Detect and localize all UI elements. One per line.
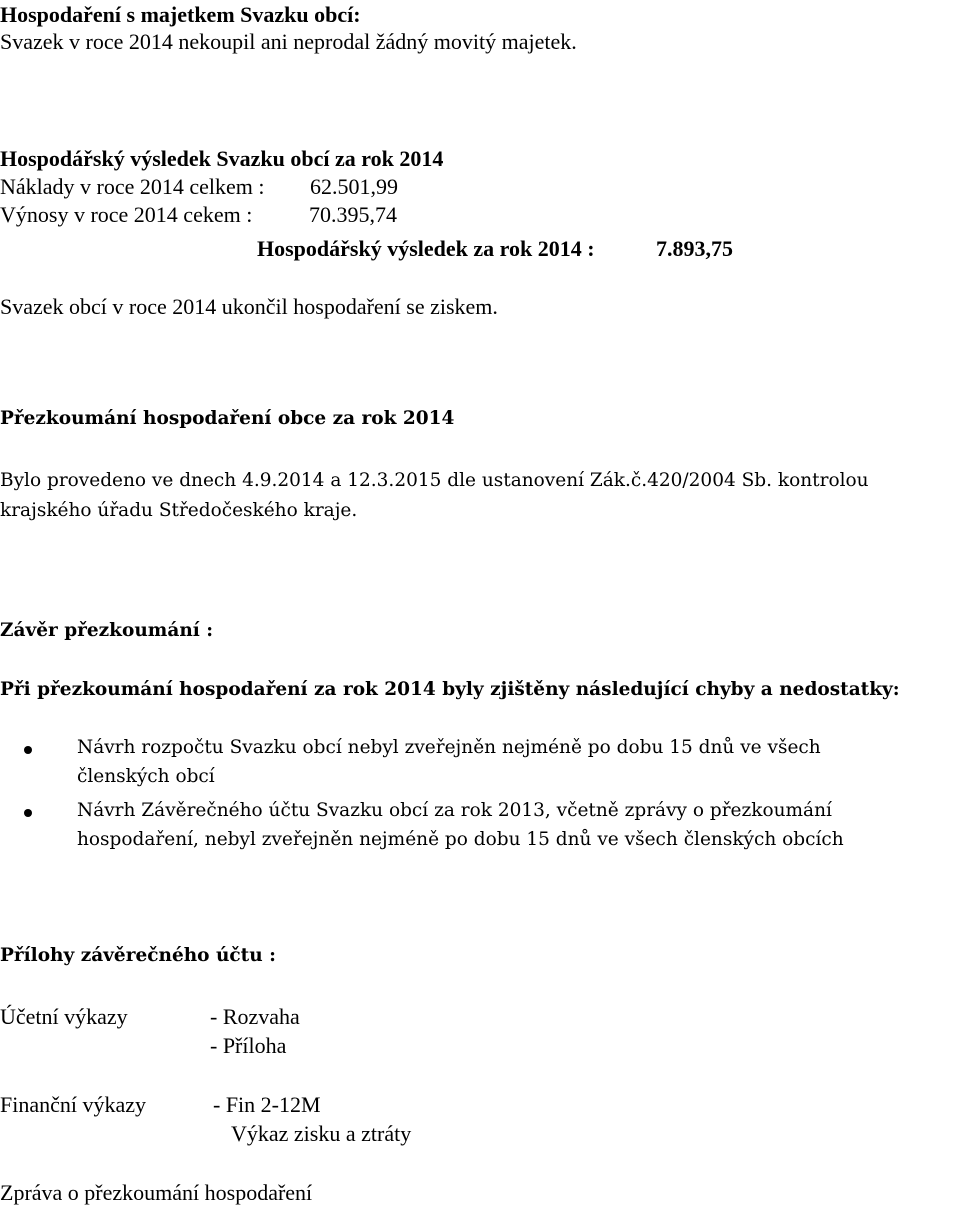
result-heading: Hospodářský výsledek Svazku obcí za rok 2014 bbox=[0, 146, 444, 171]
accounting-label: Účetní výkazy bbox=[0, 1004, 128, 1029]
assets-text: Svazek v roce 2014 nekoupil ani neprodal žádný movitý majetek. bbox=[0, 29, 577, 54]
financial-label: Finanční výkazy bbox=[0, 1092, 147, 1117]
review-line-2: krajského úřadu Středočeského kraje. bbox=[0, 500, 358, 521]
attachments-heading: Přílohy závěrečného účtu : bbox=[0, 945, 276, 966]
result-label: Hospodářský výsledek za rok 2014 : bbox=[257, 236, 595, 261]
bullet-icon bbox=[24, 746, 32, 754]
costs-label: Náklady v roce 2014 celkem : bbox=[0, 174, 265, 199]
financial-item-profit-loss: Výkaz zisku a ztráty bbox=[231, 1121, 412, 1146]
finding-2-line-2: hospodaření, nebyl zveřejněn nejméně po dobu 15 dnů ve všech členských obcích bbox=[77, 829, 844, 850]
finding-1-line-1: Návrh rozpočtu Svazku obcí nebyl zveřejněn nejméně po dobu 15 dnů ve všech bbox=[77, 737, 821, 758]
findings-heading: Závěr přezkoumání : bbox=[0, 620, 214, 641]
review-heading: Přezkoumání hospodaření obce za rok 2014 bbox=[0, 408, 455, 429]
accounting-item-annex: - Příloha bbox=[210, 1033, 287, 1058]
financial-item-fin: - Fin 2-12M bbox=[213, 1092, 321, 1117]
costs-value: 62.501,99 bbox=[310, 174, 398, 199]
finding-2-line-1: Návrh Závěrečného účtu Svazku obcí za rok 2013, včetně zprávy o přezkoumání bbox=[77, 800, 832, 821]
review-line-1: Bylo provedeno ve dnech 4.9.2014 a 12.3.2015 dle ustanovení Zák.č.420/2004 Sb. kontrolou bbox=[0, 470, 869, 491]
result-value: 7.893,75 bbox=[656, 236, 733, 261]
revenue-value: 70.395,74 bbox=[309, 202, 397, 227]
accounting-item-balance: - Rozvaha bbox=[210, 1004, 300, 1029]
finding-1-line-2: členských obcí bbox=[77, 766, 215, 787]
review-report: Zpráva o přezkoumání hospodaření bbox=[0, 1180, 313, 1205]
assets-heading: Hospodaření s majetkem Svazku obcí: bbox=[0, 2, 361, 27]
bullet-icon bbox=[24, 809, 32, 817]
result-conclusion: Svazek obcí v roce 2014 ukončil hospodaření se ziskem. bbox=[0, 294, 498, 319]
findings-intro: Při přezkoumání hospodaření za rok 2014 byly zjištěny následující chyby a nedostatky: bbox=[0, 679, 900, 700]
revenue-label: Výnosy v roce 2014 cekem : bbox=[0, 202, 253, 227]
